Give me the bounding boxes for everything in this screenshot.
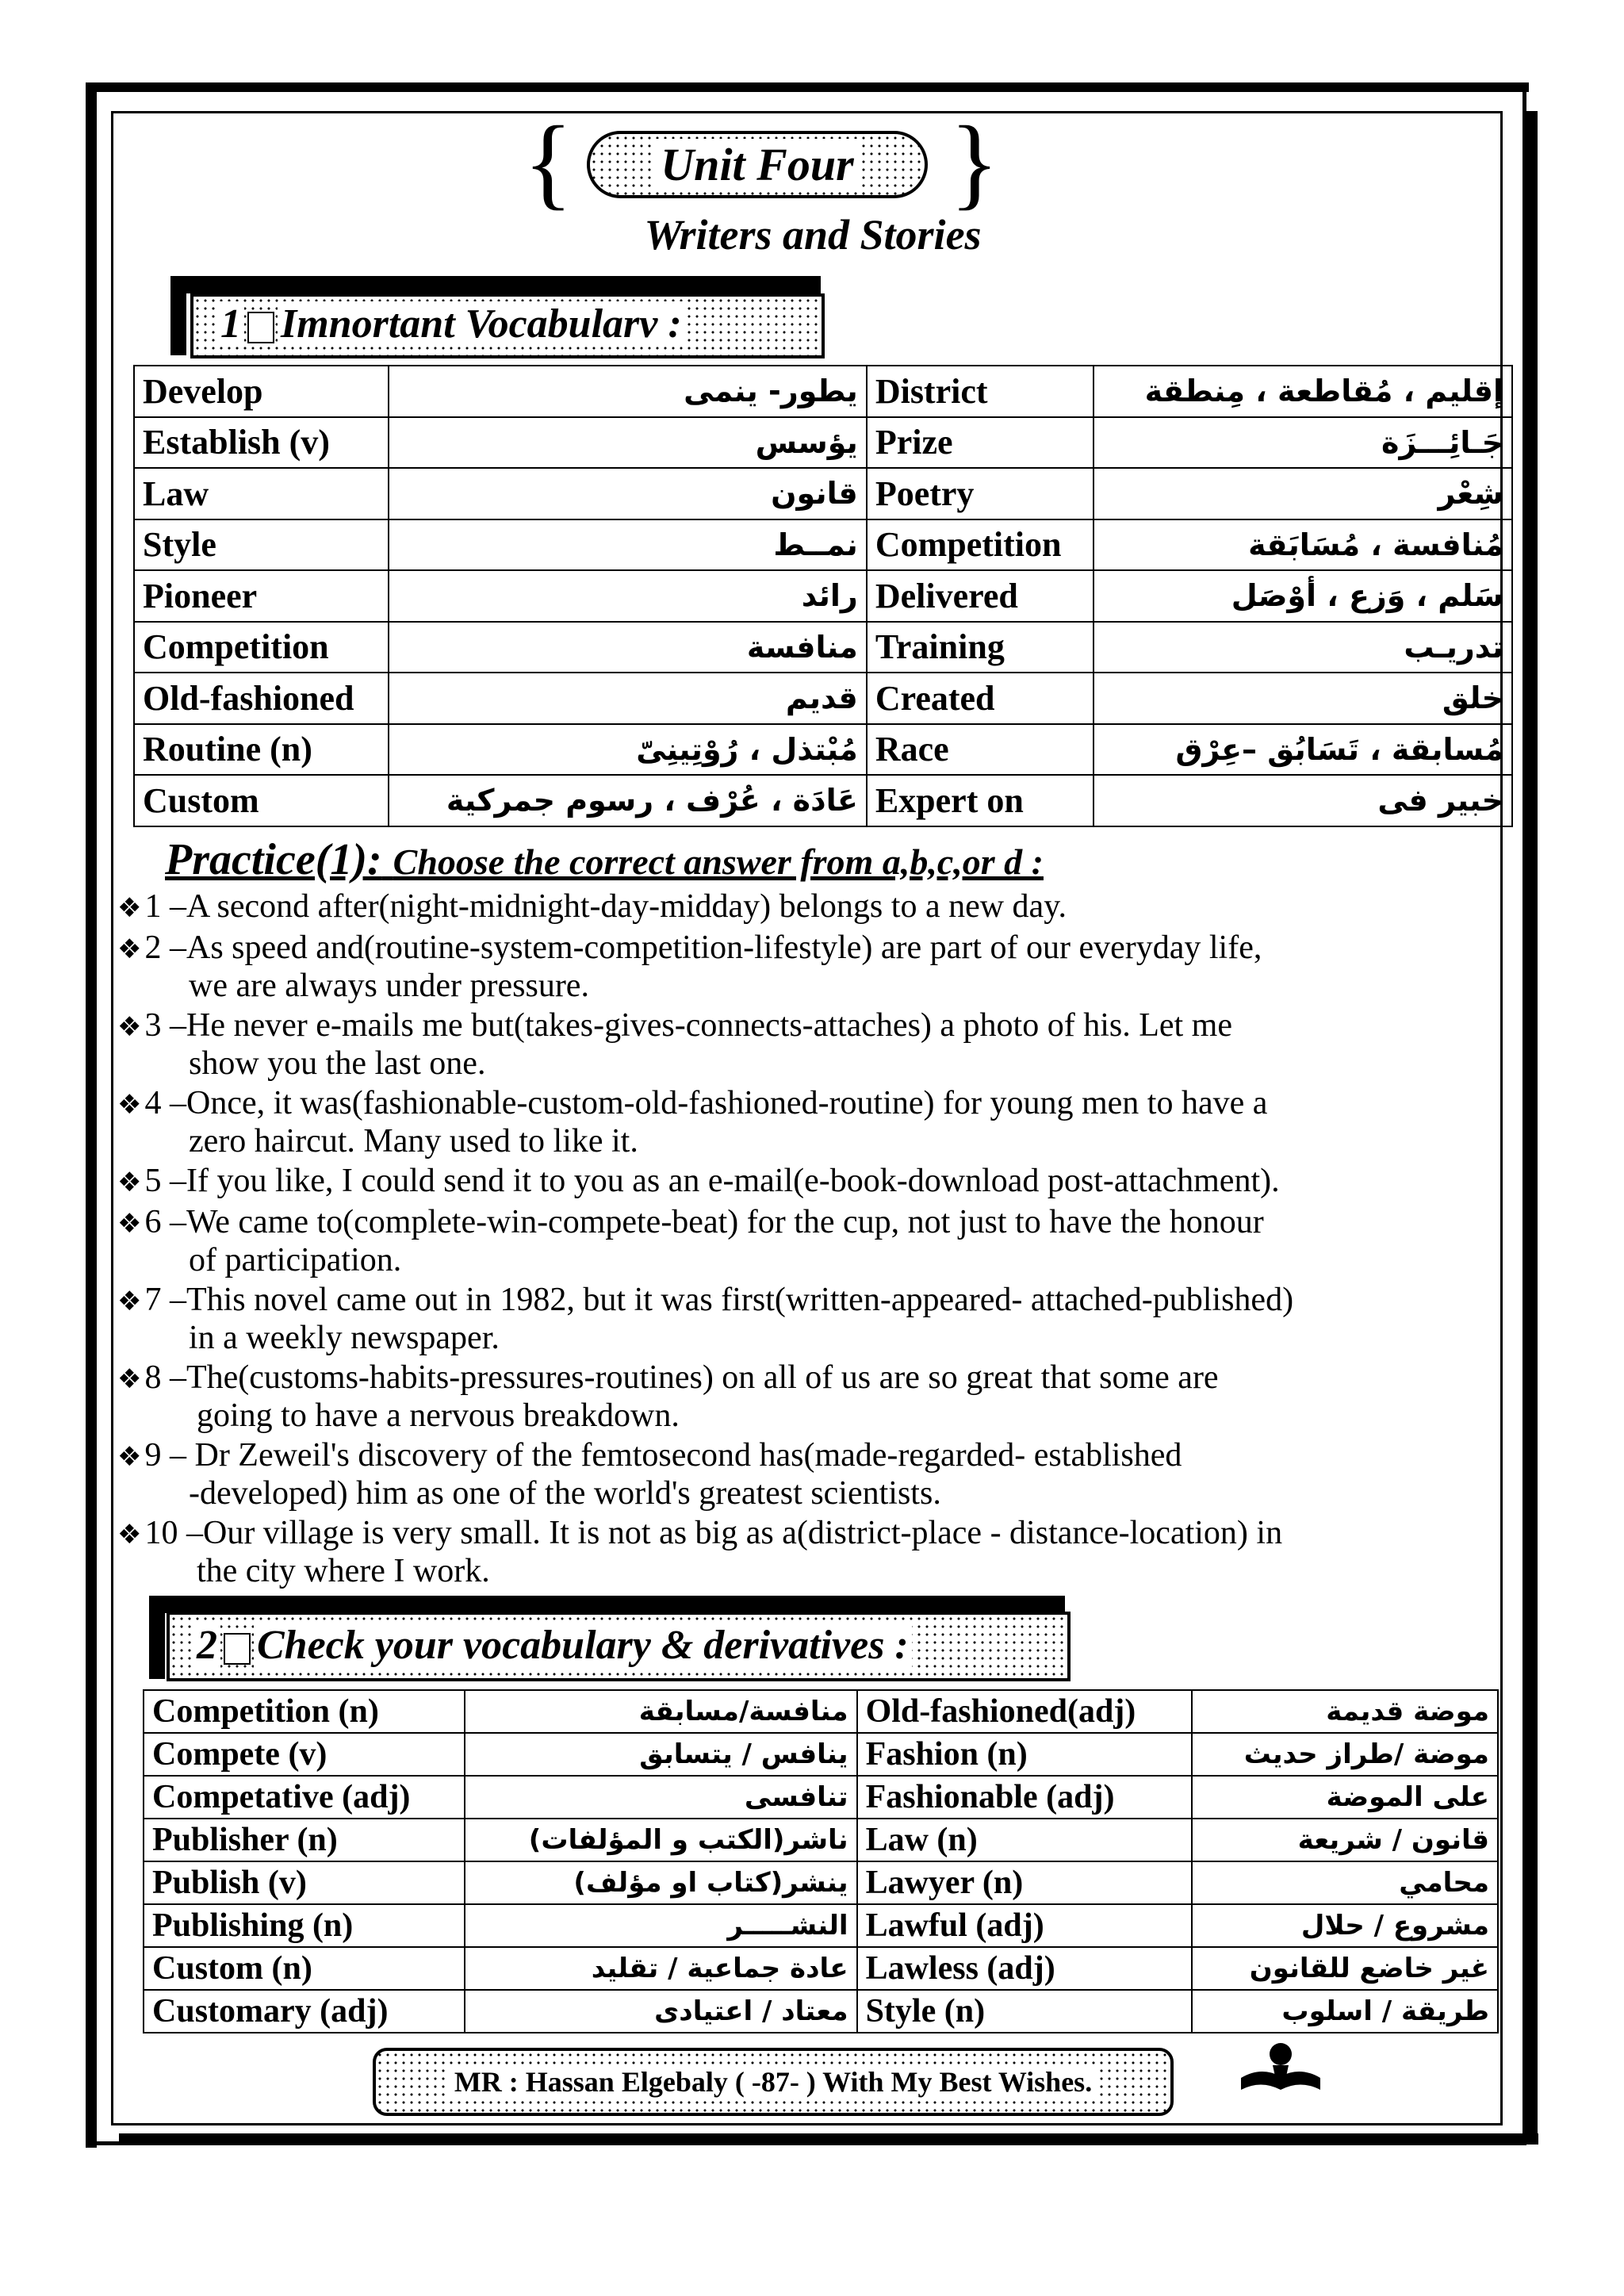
arabic-meaning: ينافس / يتسابق [465, 1733, 857, 1776]
practice-question [117, 1515, 1481, 1589]
unit-subtitle: Writers and Stories [644, 211, 982, 259]
section2-shadow [149, 1596, 1065, 1613]
practice-instruction: Choose the correct answer from a,b,c,or d : [393, 841, 1044, 882]
english-term: Fashionable (adj) [857, 1776, 1193, 1819]
arabic-meaning: طريقة / اسلوب [1192, 1990, 1498, 2033]
section2-number: 2 [193, 1623, 220, 1668]
question-line-continued: going to have a nervous breakdown. [197, 1397, 680, 1434]
left-brace-ornament: { [523, 105, 573, 220]
arabic-meaning: مشروع / حلال [1192, 1904, 1498, 1947]
question-line-continued: the city where I work. [197, 1553, 490, 1589]
question-line-continued: of participation. [189, 1242, 402, 1278]
question-line-continued: show you the last one. [189, 1045, 486, 1082]
english-term: Custom [134, 775, 389, 826]
english-term: Training [867, 622, 1094, 673]
section1-shadow [170, 276, 821, 293]
question-line: 8 –The(customs-habits-pressures-routines) on all of us are so great that some are [144, 1359, 1219, 1396]
arabic-meaning: شِعْر [1094, 468, 1512, 519]
diamond-bullet-icon: ❖ [117, 933, 142, 965]
english-term: Publishing (n) [144, 1904, 465, 1947]
english-term: Competition (n) [144, 1690, 465, 1733]
open-book-logo-icon [1237, 2030, 1324, 2102]
vocabulary-table [133, 365, 1513, 827]
english-term: Compete (v) [144, 1733, 465, 1776]
arabic-meaning: إقليم ، مُقاطعة ، مِنطقة [1094, 366, 1512, 417]
diamond-bullet-icon: ❖ [117, 1089, 142, 1121]
derivative-row [144, 1990, 1498, 2033]
english-term: Lawyer (n) [857, 1861, 1193, 1904]
english-term: Competition [134, 622, 389, 673]
diamond-bullet-icon: ❖ [117, 1286, 142, 1317]
english-term: Style (n) [857, 1990, 1193, 2033]
question-line-continued: in a weekly newspaper. [189, 1320, 500, 1356]
english-term: Poetry [867, 468, 1094, 519]
question-line: 10 –Our village is very small. It is not as big as a(district-place - distance-location) in [144, 1515, 1283, 1551]
arabic-meaning: محامي [1192, 1861, 1498, 1904]
question-line-continued: zero haircut. Many used to like it. [189, 1123, 638, 1159]
english-term: Competative (adj) [144, 1776, 465, 1819]
english-term: District [867, 366, 1094, 417]
arabic-meaning: غير خاضع للقانون [1192, 1947, 1498, 1990]
practice-question [117, 1163, 1481, 1201]
english-term: Expert on [867, 775, 1094, 826]
frame-border-right [1526, 111, 1538, 2145]
derivative-row [144, 1690, 1498, 1733]
arabic-meaning: موضة قديمة [1192, 1690, 1498, 1733]
section1-shadow-left [170, 276, 186, 355]
practice-question [117, 1204, 1481, 1278]
practice-question [117, 1282, 1481, 1356]
arabic-meaning: موضة /طراز حديث [1192, 1733, 1498, 1776]
diamond-bullet-icon: ❖ [117, 1167, 142, 1198]
english-term: Publisher (n) [144, 1819, 465, 1861]
arabic-meaning: معتاد / اعتيادى [465, 1990, 857, 2033]
derivative-row [144, 1733, 1498, 1776]
arabic-meaning: مُنافسة ، مُسَابَقة [1094, 519, 1512, 571]
question-line-continued: we are always under pressure. [189, 968, 589, 1004]
footer-text: MR : Hassan Elgebaly ( -87- ) With My Best Wishes. [448, 2066, 1098, 2098]
right-brace-ornament: } [949, 105, 999, 220]
unit-title: Unit Four [656, 139, 858, 190]
question-line: 5 –If you like, I could send it to you as an e-mail(e-book-download post-attachment). [144, 1163, 1280, 1199]
english-term: Fashion (n) [857, 1733, 1193, 1776]
practice-question [117, 1437, 1481, 1512]
english-term: Style [134, 519, 389, 571]
section2-title: Check your vocabulary & derivatives : [254, 1623, 912, 1668]
arabic-meaning: ناشر(الكتب و المؤلفات) [465, 1819, 857, 1861]
arabic-meaning: خلق [1094, 673, 1512, 724]
arabic-meaning: عَادَة ، عُرْف ، رسوم جمركية [389, 775, 867, 826]
practice-question [117, 888, 1481, 926]
question-line: 7 –This novel came out in 1982, but it was first(written-appeared- attached-published) [144, 1282, 1294, 1318]
english-term: Competition [867, 519, 1094, 571]
arabic-meaning: خبير فى [1094, 775, 1512, 826]
arabic-meaning: تنافسى [465, 1776, 857, 1819]
arabic-meaning: سَلم ، وَزع ، أوْصَل [1094, 570, 1512, 622]
question-line: 9 – Dr Zeweil's discovery of the femtosecond has(made-regarded- established [144, 1437, 1182, 1474]
arabic-meaning: على الموضة [1192, 1776, 1498, 1819]
derivative-row [144, 1776, 1498, 1819]
question-line: 4 –Once, it was(fashionable-custom-old-fashioned-routine) for young men to have a [144, 1085, 1268, 1121]
english-term: Establish (v) [134, 417, 389, 469]
arabic-meaning: منافسة [389, 622, 867, 673]
arabic-meaning: مُبْتذل ، رُوْتِينِىّ [389, 724, 867, 776]
derivatives-table [143, 1689, 1499, 2033]
arabic-meaning: نمــط [389, 519, 867, 571]
section2-header [167, 1612, 1071, 1681]
arabic-meaning: عادة جماعية / تقليد [465, 1947, 857, 1990]
arabic-meaning: ينشر(كتاب او مؤلف) [465, 1861, 857, 1904]
english-term: Lawful (adj) [857, 1904, 1193, 1947]
english-term: Lawless (adj) [857, 1947, 1193, 1990]
english-term: Law (n) [857, 1819, 1193, 1861]
arabic-meaning: قانون [389, 468, 867, 519]
arabic-meaning: منافسة/مسابقة [465, 1690, 857, 1733]
english-term: Customary (adj) [144, 1990, 465, 2033]
english-term: Delivered [867, 570, 1094, 622]
question-line: 6 –We came to(complete-win-compete-beat) for the cup, not just to have the honour [144, 1204, 1264, 1240]
derivative-row [144, 1904, 1498, 1947]
unit-title-banner [523, 105, 999, 222]
vocabulary-row [134, 673, 1512, 724]
english-term: Custom (n) [144, 1947, 465, 1990]
checkbox-glyph-icon [224, 1633, 251, 1665]
arabic-meaning: يؤسس [389, 417, 867, 469]
unit-title-box [587, 131, 928, 198]
section2-shadow-left [149, 1596, 165, 1679]
english-term: Old-fashioned [134, 673, 389, 724]
diamond-bullet-icon: ❖ [117, 1519, 142, 1550]
vocabulary-row [134, 622, 1512, 673]
section1-number: 1 [217, 301, 244, 347]
vocabulary-row [134, 519, 1512, 571]
english-term: Pioneer [134, 570, 389, 622]
footer-banner [373, 2048, 1174, 2116]
practice-heading [165, 834, 1044, 885]
derivative-row [144, 1819, 1498, 1861]
english-term: Law [134, 468, 389, 519]
vocabulary-row [134, 775, 1512, 826]
question-line-continued: -developed) him as one of the world's greatest scientists. [189, 1475, 941, 1512]
english-term: Created [867, 673, 1094, 724]
english-term: Prize [867, 417, 1094, 469]
arabic-meaning: مُسابقة ، تَسَابُق –عِرْق [1094, 724, 1512, 776]
vocabulary-row [134, 724, 1512, 776]
question-line: 3 –He never e-mails me but(takes-gives-connects-attaches) a photo of his. Let me [144, 1007, 1232, 1044]
question-line: 1 –A second after(night-midnight-day-midday) belongs to a new day. [144, 888, 1067, 925]
arabic-meaning: تدريـب [1094, 622, 1512, 673]
section1-header [190, 293, 825, 358]
arabic-meaning: جَـائِـــزَة [1094, 417, 1512, 469]
arabic-meaning: رائد [389, 570, 867, 622]
vocabulary-row [134, 366, 1512, 417]
practice-question [117, 1007, 1481, 1082]
english-term: Race [867, 724, 1094, 776]
arabic-meaning: قانون / شريعة [1192, 1819, 1498, 1861]
english-term: Develop [134, 366, 389, 417]
section1-title: Imnortant Vocabularv : [278, 301, 685, 347]
arabic-meaning: قديم [389, 673, 867, 724]
vocabulary-row [134, 417, 1512, 469]
english-term: Old-fashioned(adj) [857, 1690, 1193, 1733]
practice-question [117, 1085, 1481, 1159]
english-term: Publish (v) [144, 1861, 465, 1904]
question-line: 2 –As speed and(routine-system-competition-lifestyle) are part of our everyday life, [144, 930, 1262, 966]
practice-question [117, 1359, 1481, 1434]
derivative-row [144, 1947, 1498, 1990]
diamond-bullet-icon: ❖ [117, 1441, 142, 1473]
arabic-meaning: النشـــــر [465, 1904, 857, 1947]
diamond-bullet-icon: ❖ [117, 1208, 142, 1240]
checkbox-glyph-icon [247, 312, 274, 343]
vocabulary-row [134, 570, 1512, 622]
derivative-row [144, 1861, 1498, 1904]
diamond-bullet-icon: ❖ [117, 1363, 142, 1395]
arabic-meaning: يطور- ينمى [389, 366, 867, 417]
practice-question [117, 930, 1481, 1004]
practice-label: Practice(1): [165, 835, 382, 884]
english-term: Routine (n) [134, 724, 389, 776]
vocabulary-row [134, 468, 1512, 519]
diamond-bullet-icon: ❖ [117, 892, 142, 924]
practice-question-list [117, 888, 1481, 1593]
diamond-bullet-icon: ❖ [117, 1011, 142, 1043]
